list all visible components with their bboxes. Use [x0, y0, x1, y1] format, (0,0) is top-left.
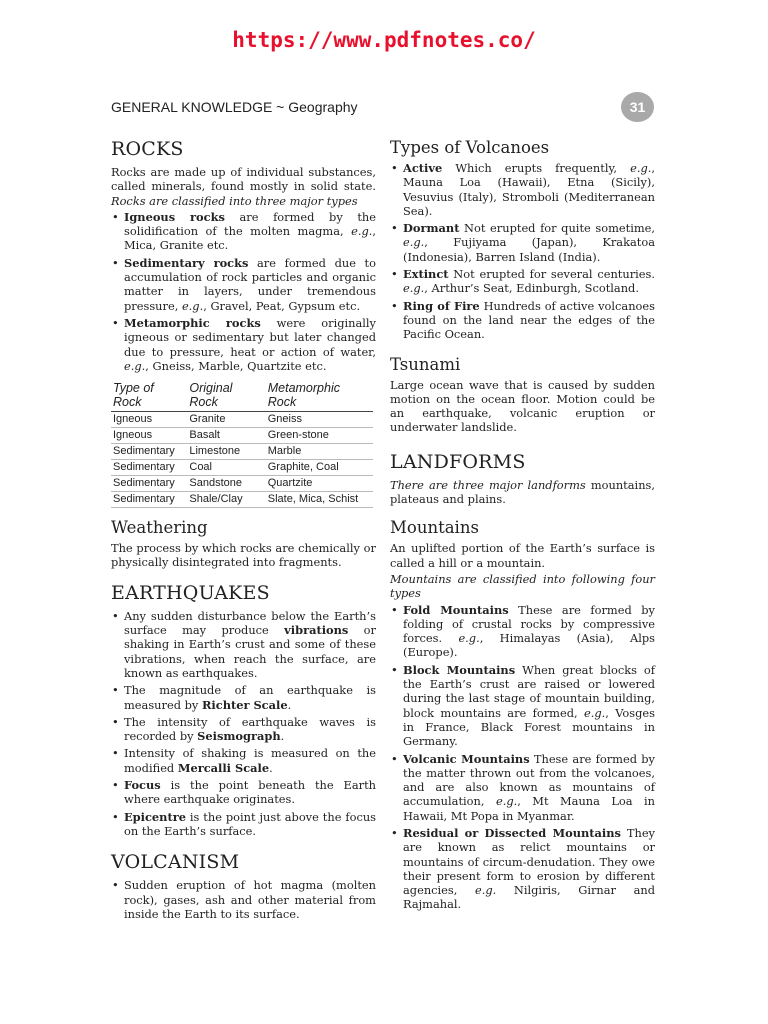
list-item: • Focus is the point beneath the Earth where earthquake originates. — [111, 778, 376, 807]
list-item: • Ring of Fire Hundreds of active volcanoes found on the land near the edges of the Pacific Ocean. — [390, 299, 655, 342]
list-item: • Sudden eruption of hot magma (molten rock), gases, ash and other material from inside the Earth to its surface. — [111, 878, 376, 921]
table-cell: Igneous — [111, 428, 187, 444]
tsunami-text: Large ocean wave that is caused by sudden motion on the ocean floor. Motion could be an earthquake, volcanic eruption or underwater landslide. — [390, 377, 655, 435]
table-cell: Shale/Clay — [187, 492, 265, 508]
table-cell: Sedimentary — [111, 460, 187, 476]
weathering-heading: Weathering — [111, 518, 208, 538]
list-item: • Intensity of shaking is measured on the modified Mercalli Scale. — [111, 746, 376, 775]
volcano-types-list — [390, 161, 655, 342]
list-item: • Sedimentary rocks are formed due to accumulation of rock particles and organic matter in layers, under tremendous pressure, e.g., Gravel, Peat, Gypsum etc. — [111, 256, 376, 313]
volcanism-list — [111, 878, 376, 921]
rocks-heading: ROCKS — [111, 138, 184, 160]
list-item: • Volcanic Mountains These are formed by the matter thrown out from the volcanoes, and are also known as mountains of accumulation, e.g., Mt Mauna Loa in Hawaii, Mt Popa in Myanmar. — [390, 752, 655, 823]
table-row — [111, 476, 373, 492]
landforms-intro: There are three major landforms mountains, plateaus and plains. — [390, 477, 655, 507]
list-item: • The intensity of earthquake waves is recorded by Seismograph. — [111, 715, 376, 744]
table-cell: Graphite, Coal — [266, 460, 373, 476]
rock-table — [111, 381, 373, 508]
earthquakes-heading: EARTHQUAKES — [111, 581, 270, 604]
table-row — [111, 460, 373, 476]
volcano-types-heading: Types of Volcanoes — [390, 138, 550, 157]
table-cell: Gneiss — [266, 412, 373, 428]
list-item: • Fold Mountains These are formed by folding of crustal rocks by compressive forces. e.g., Himalayas (Asia), Alps (Europe). — [390, 603, 655, 660]
table-row — [111, 412, 373, 428]
table-cell: Igneous — [111, 412, 187, 428]
mountains-heading: Mountains — [390, 518, 479, 538]
list-item: • The magnitude of an earthquake is measured by Richter Scale. — [111, 683, 376, 712]
list-item: • Metamorphic rocks were originally igneous or sedimentary but later changed due to pressure, heat or action of water, e.g., Gneiss, Marble, Quartzite etc. — [111, 316, 376, 373]
table-cell: Sedimentary — [111, 476, 187, 492]
list-item: • Igneous rocks are formed by the solidification of the molten magma, e.g., Mica, Granite etc. — [111, 210, 376, 253]
mountains-classification: Mountains are classified into following four types — [390, 571, 655, 601]
column-header: Type of Rock — [111, 381, 187, 412]
list-item: • Any sudden disturbance below the Earth’s surface may produce vibrations or shaking in Earth’s crust and some of these vibrations, when reach the surface, are known as earthquakes. — [111, 609, 376, 680]
table-row — [111, 428, 373, 444]
source-url[interactable]: https://www.pdfnotes.co/ — [232, 28, 536, 52]
running-head: GENERAL KNOWLEDGE ~ Geography — [111, 99, 358, 115]
rocks-intro: Rocks are made up of individual substances, called minerals, found mostly in solid state. Rocks are classified into three major types — [111, 165, 376, 208]
list-item: • Active Which erupts frequently, e.g., Mauna Loa (Hawaii), Etna (Sicily), Vesuvius (Italy), Stromboli (Mediterranean Sea). — [390, 161, 655, 218]
landforms-heading: LANDFORMS — [390, 450, 526, 473]
table-cell: Sandstone — [187, 476, 265, 492]
table-cell: Limestone — [187, 444, 265, 460]
table-cell: Coal — [187, 460, 265, 476]
mountains-text: An uplifted portion of the Earth’s surface is called a hill or a mountain. — [390, 541, 655, 570]
right-column — [390, 138, 655, 915]
tsunami-heading: Tsunami — [390, 354, 461, 374]
list-item: • Residual or Dissected Mountains They are known as relict mountains or mountains of circum-denudation. They owe their present form to erosion by different agencies, e.g. Nilgiris, Girnar and Rajmahal. — [390, 826, 655, 912]
column-header: Metamorphic Rock — [266, 381, 373, 412]
list-item: • Block Mountains When great blocks of the Earth’s crust are raised or lowered during the last stage of mountain building, block mountains are formed, e.g., Vosges in France, Black Forest mountains in Germany. — [390, 663, 655, 749]
table-cell: Basalt — [187, 428, 265, 444]
list-item: • Extinct Not erupted for several centuries. e.g., Arthur’s Seat, Edinburgh, Scotland. — [390, 267, 655, 296]
table-cell: Sedimentary — [111, 444, 187, 460]
left-column — [111, 138, 376, 924]
column-header: Original Rock — [187, 381, 265, 412]
table-cell: Quartzite — [266, 476, 373, 492]
weathering-text: The process by which rocks are chemically or physically disintegrated into fragments. — [111, 541, 376, 570]
table-cell: Sedimentary — [111, 492, 187, 508]
table-cell: Marble — [266, 444, 373, 460]
table-cell: Green-stone — [266, 428, 373, 444]
table-cell: Granite — [187, 412, 265, 428]
page-number-badge: 31 — [621, 92, 654, 122]
list-item: • Epicentre is the point just above the focus on the Earth’s surface. — [111, 810, 376, 839]
table-header-row — [111, 381, 373, 412]
table-cell: Slate, Mica, Schist — [266, 492, 373, 508]
table-row — [111, 492, 373, 508]
mountain-types-list — [390, 603, 655, 912]
volcanism-heading: VOLCANISM — [111, 851, 240, 874]
list-item: • Dormant Not erupted for quite sometime, e.g., Fujiyama (Japan), Krakatoa (Indonesia), Barren Island (India). — [390, 221, 655, 264]
table-row — [111, 444, 373, 460]
earthquakes-list — [111, 609, 376, 838]
rock-types-list — [111, 210, 376, 373]
